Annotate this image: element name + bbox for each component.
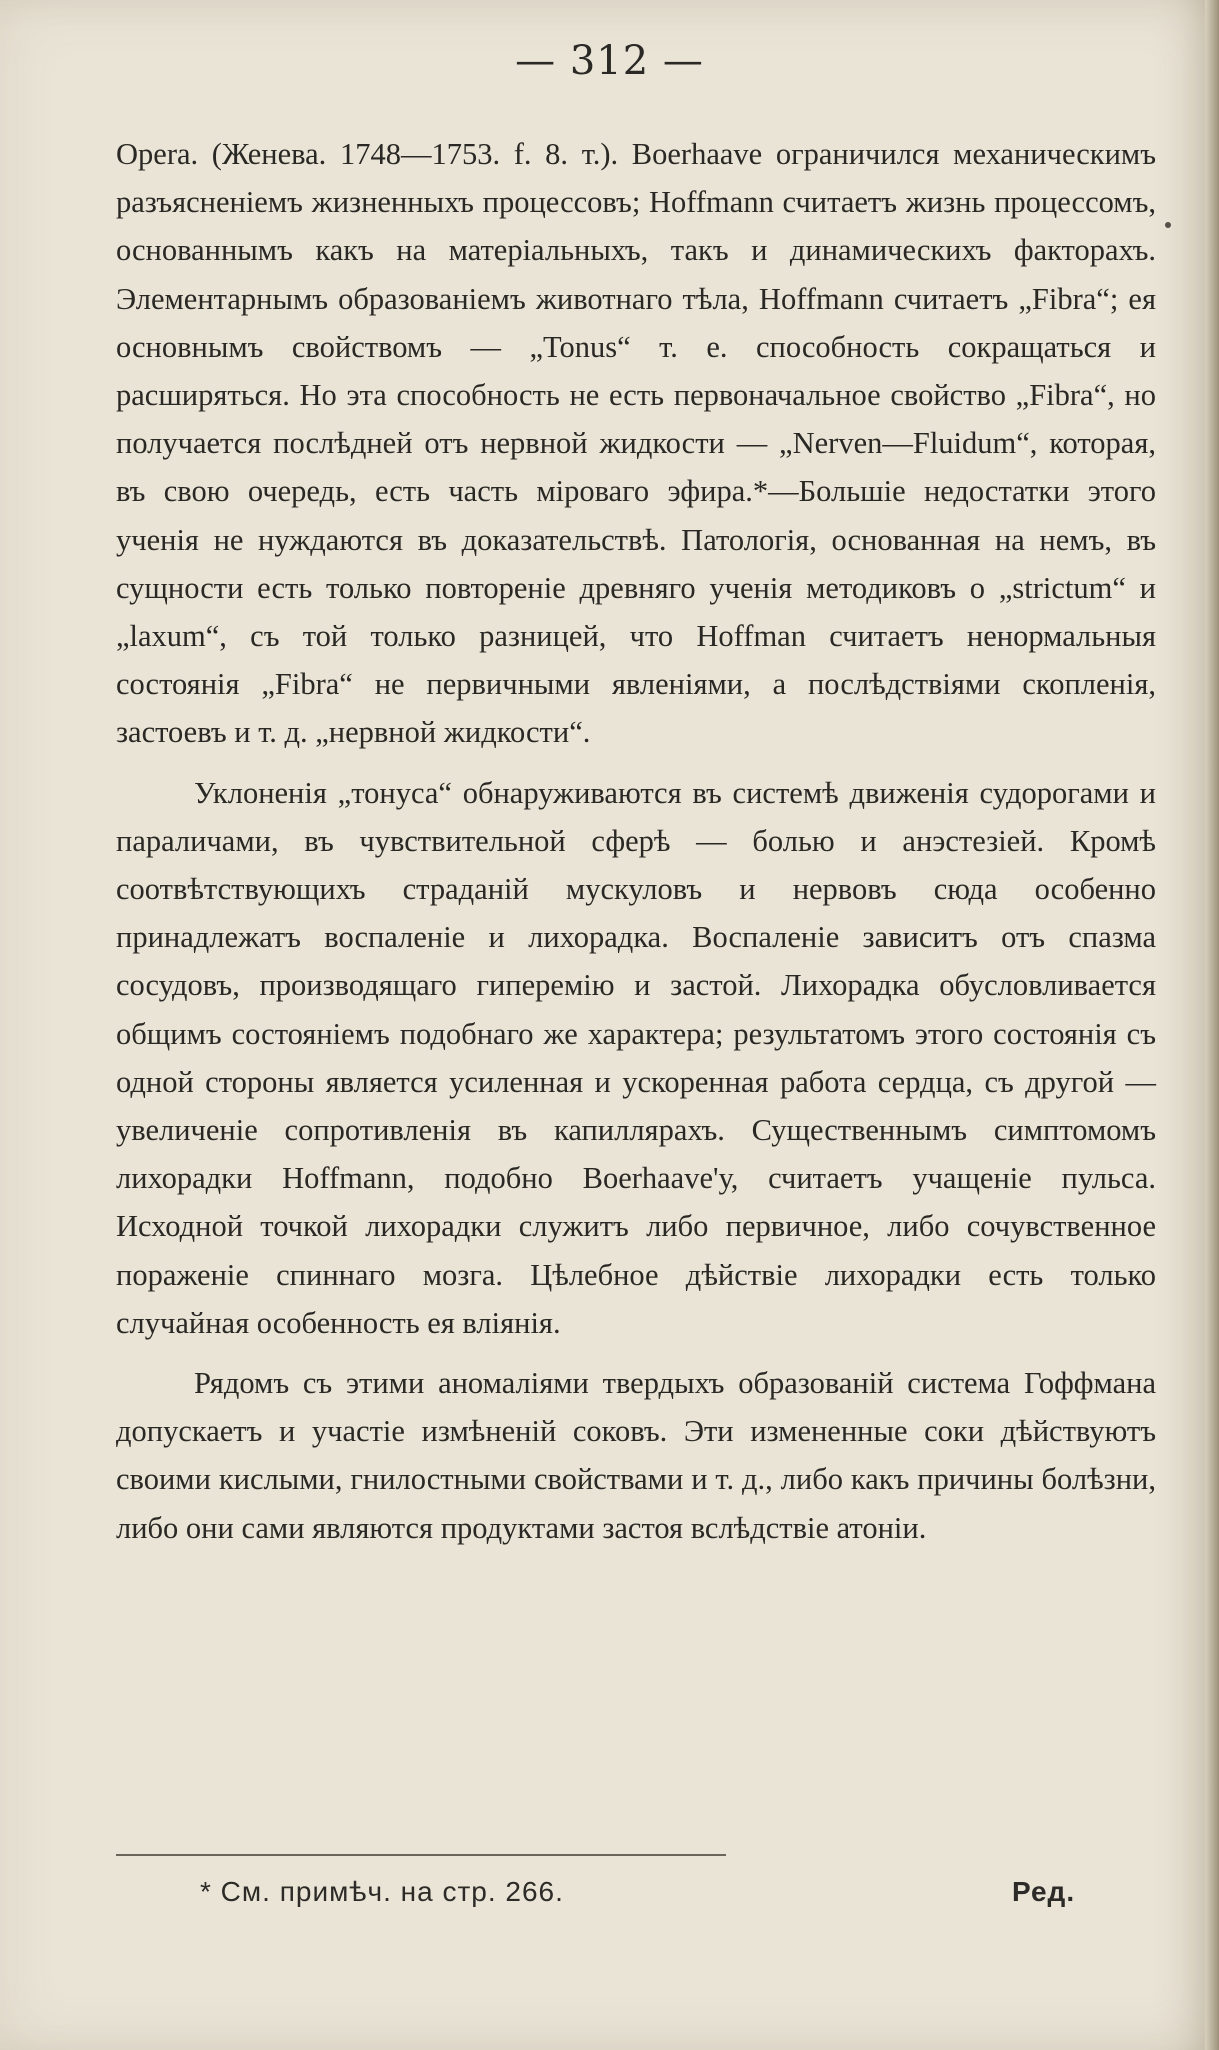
page-edge-shadow bbox=[1205, 0, 1219, 2050]
margin-dot bbox=[1165, 222, 1171, 228]
footnote-divider bbox=[116, 1854, 726, 1856]
paragraph-3: Рядомъ съ этими аномаліями твердыхъ образованій система Гоффмана допускаетъ и участіе измѣненій соковъ. Эти измененные соки дѣйствуютъ своими кислыми, гнилостными свойствами и т. д., либо какъ причины болѣзни, либо они сами являются продуктами застоя вслѣдствіе атоніи. bbox=[116, 1366, 1156, 1545]
footnote: * См. примѣч. на стр. 266. bbox=[200, 1876, 564, 1907]
editor-mark: Ред. bbox=[1012, 1876, 1076, 1907]
paragraph-1: Opera. (Женева. 1748—1753. f. 8. т.). Boerhaave ограничился механическимъ разъясненіемъ жизненныхъ процессовъ; Hoffmann считаетъ жизнь процессомъ, основаннымъ какъ на матеріальныхъ, такъ и динамическихъ факторахъ. Элементарнымъ образованіемъ животнаго тѣла, Hoffmann считаетъ „Fibra“; ея основнымъ свойствомъ — „Tonus“ т. е. способность сокращаться и расширяться. Но эта способность не есть первоначальное свойство „Fibra“, но получается послѣдней отъ нервной жидкости — „Nerven—Fluidum“, которая, въ свою очередь, есть часть міроваго эфира.*—Большіе недостатки этого ученія не нуждаются въ доказательствѣ. Патологія, основанная на немъ, въ сущности есть только повтореніе древняго ученія методиковъ о „strictum“ и „laxum“, съ той только разницей, что Hoffman считаетъ ненормальныя состоянія „Fibra“ не первичными явленіями, а послѣдствіями скопленія, застоевъ и т. д. „нервной жидкости“. bbox=[116, 137, 1156, 750]
main-text bbox=[116, 130, 1156, 1552]
page-number: — 312 — bbox=[515, 38, 704, 84]
paragraph-2: Уклоненія „тонуса“ обнаруживаются въ системѣ движенія судорогами и параличами, въ чувствительной сферѣ — болью и анэстезіей. Кромѣ соотвѣтствующихъ страданій мускуловъ и нервовъ сюда особенно принадлежатъ воспаленіе и лихорадка. Воспаленіе зависитъ отъ спазма сосудовъ, производящаго гиперемію и застой. Лихорадка обусловливается общимъ состояніемъ подобнаго же характера; результатомъ этого состоянія съ одной стороны является усиленная и ускоренная работа сердца, съ другой — увеличеніе сопротивленія въ капиллярахъ. Существеннымъ симптомомъ лихорадки Hoffmann, подобно Boerhaave'у, считаетъ учащеніе пульса. Исходной точкой лихорадки служитъ либо первичное, либо сочувственное пораженіе спиннаго мозга. Цѣлебное дѣйствіе лихорадки есть только случайная особенность ея вліянія. bbox=[116, 775, 1156, 1340]
